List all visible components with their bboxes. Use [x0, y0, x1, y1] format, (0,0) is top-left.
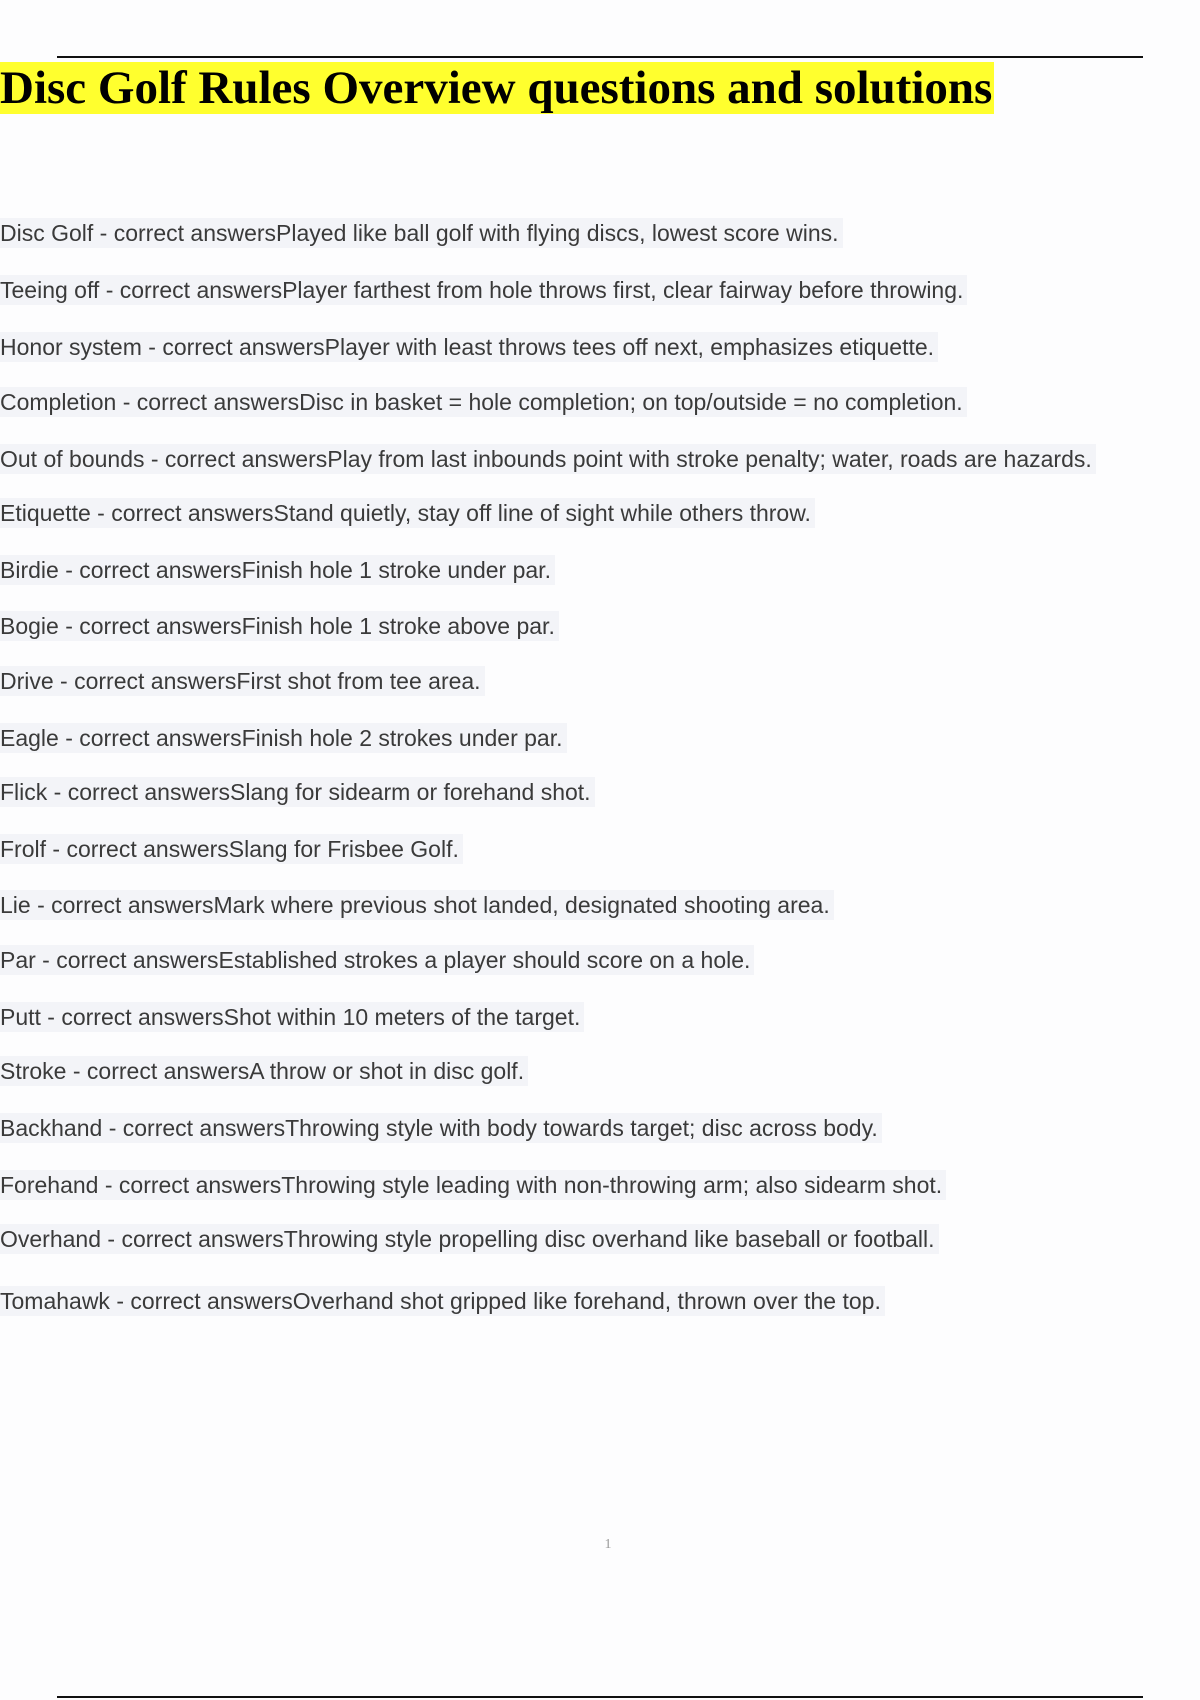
page-number: 1	[604, 1537, 612, 1552]
qa-item: Overhand - correct answersThrowing style propelling disc overhand like baseball or football.	[0, 1224, 939, 1254]
qa-item: Out of bounds - correct answersPlay from last inbounds point with stroke penalty; water, roads are hazards.	[0, 444, 1096, 474]
qa-item: Par - correct answersEstablished strokes a player should score on a hole.	[0, 945, 754, 975]
qa-item: Birdie - correct answersFinish hole 1 stroke under par.	[0, 555, 555, 585]
qa-item: Etiquette - correct answersStand quietly, stay off line of sight while others throw.	[0, 498, 815, 528]
bottom-rule	[57, 1696, 1143, 1698]
qa-item: Forehand - correct answersThrowing style leading with non-throwing arm; also sidearm shot.	[0, 1170, 946, 1200]
qa-item: Backhand - correct answersThrowing style with body towards target; disc across body.	[0, 1113, 882, 1143]
qa-item: Frolf - correct answersSlang for Frisbee Golf.	[0, 834, 463, 864]
qa-item: Completion - correct answersDisc in basket = hole completion; on top/outside = no completion.	[0, 387, 967, 417]
top-rule	[57, 56, 1143, 58]
qa-item: Stroke - correct answersA throw or shot in disc golf.	[0, 1056, 528, 1086]
qa-item: Drive - correct answersFirst shot from tee area.	[0, 666, 485, 696]
qa-item: Teeing off - correct answersPlayer farthest from hole throws first, clear fairway before throwing.	[0, 275, 967, 305]
qa-item: Putt - correct answersShot within 10 meters of the target.	[0, 1002, 584, 1032]
qa-item: Disc Golf - correct answersPlayed like ball golf with flying discs, lowest score wins.	[0, 218, 843, 248]
qa-item: Flick - correct answersSlang for sidearm or forehand shot.	[0, 777, 595, 807]
document-title	[0, 60, 994, 116]
qa-item: Lie - correct answersMark where previous shot landed, designated shooting area.	[0, 890, 834, 920]
document-title-text: Disc Golf Rules Overview questions and solutions	[0, 62, 993, 114]
qa-item: Honor system - correct answersPlayer with least throws tees off next, emphasizes etiquette.	[0, 332, 938, 362]
qa-item: Eagle - correct answersFinish hole 2 strokes under par.	[0, 723, 567, 753]
qa-item: Bogie - correct answersFinish hole 1 stroke above par.	[0, 611, 559, 641]
qa-item: Tomahawk - correct answersOverhand shot gripped like forehand, thrown over the top.	[0, 1286, 885, 1316]
